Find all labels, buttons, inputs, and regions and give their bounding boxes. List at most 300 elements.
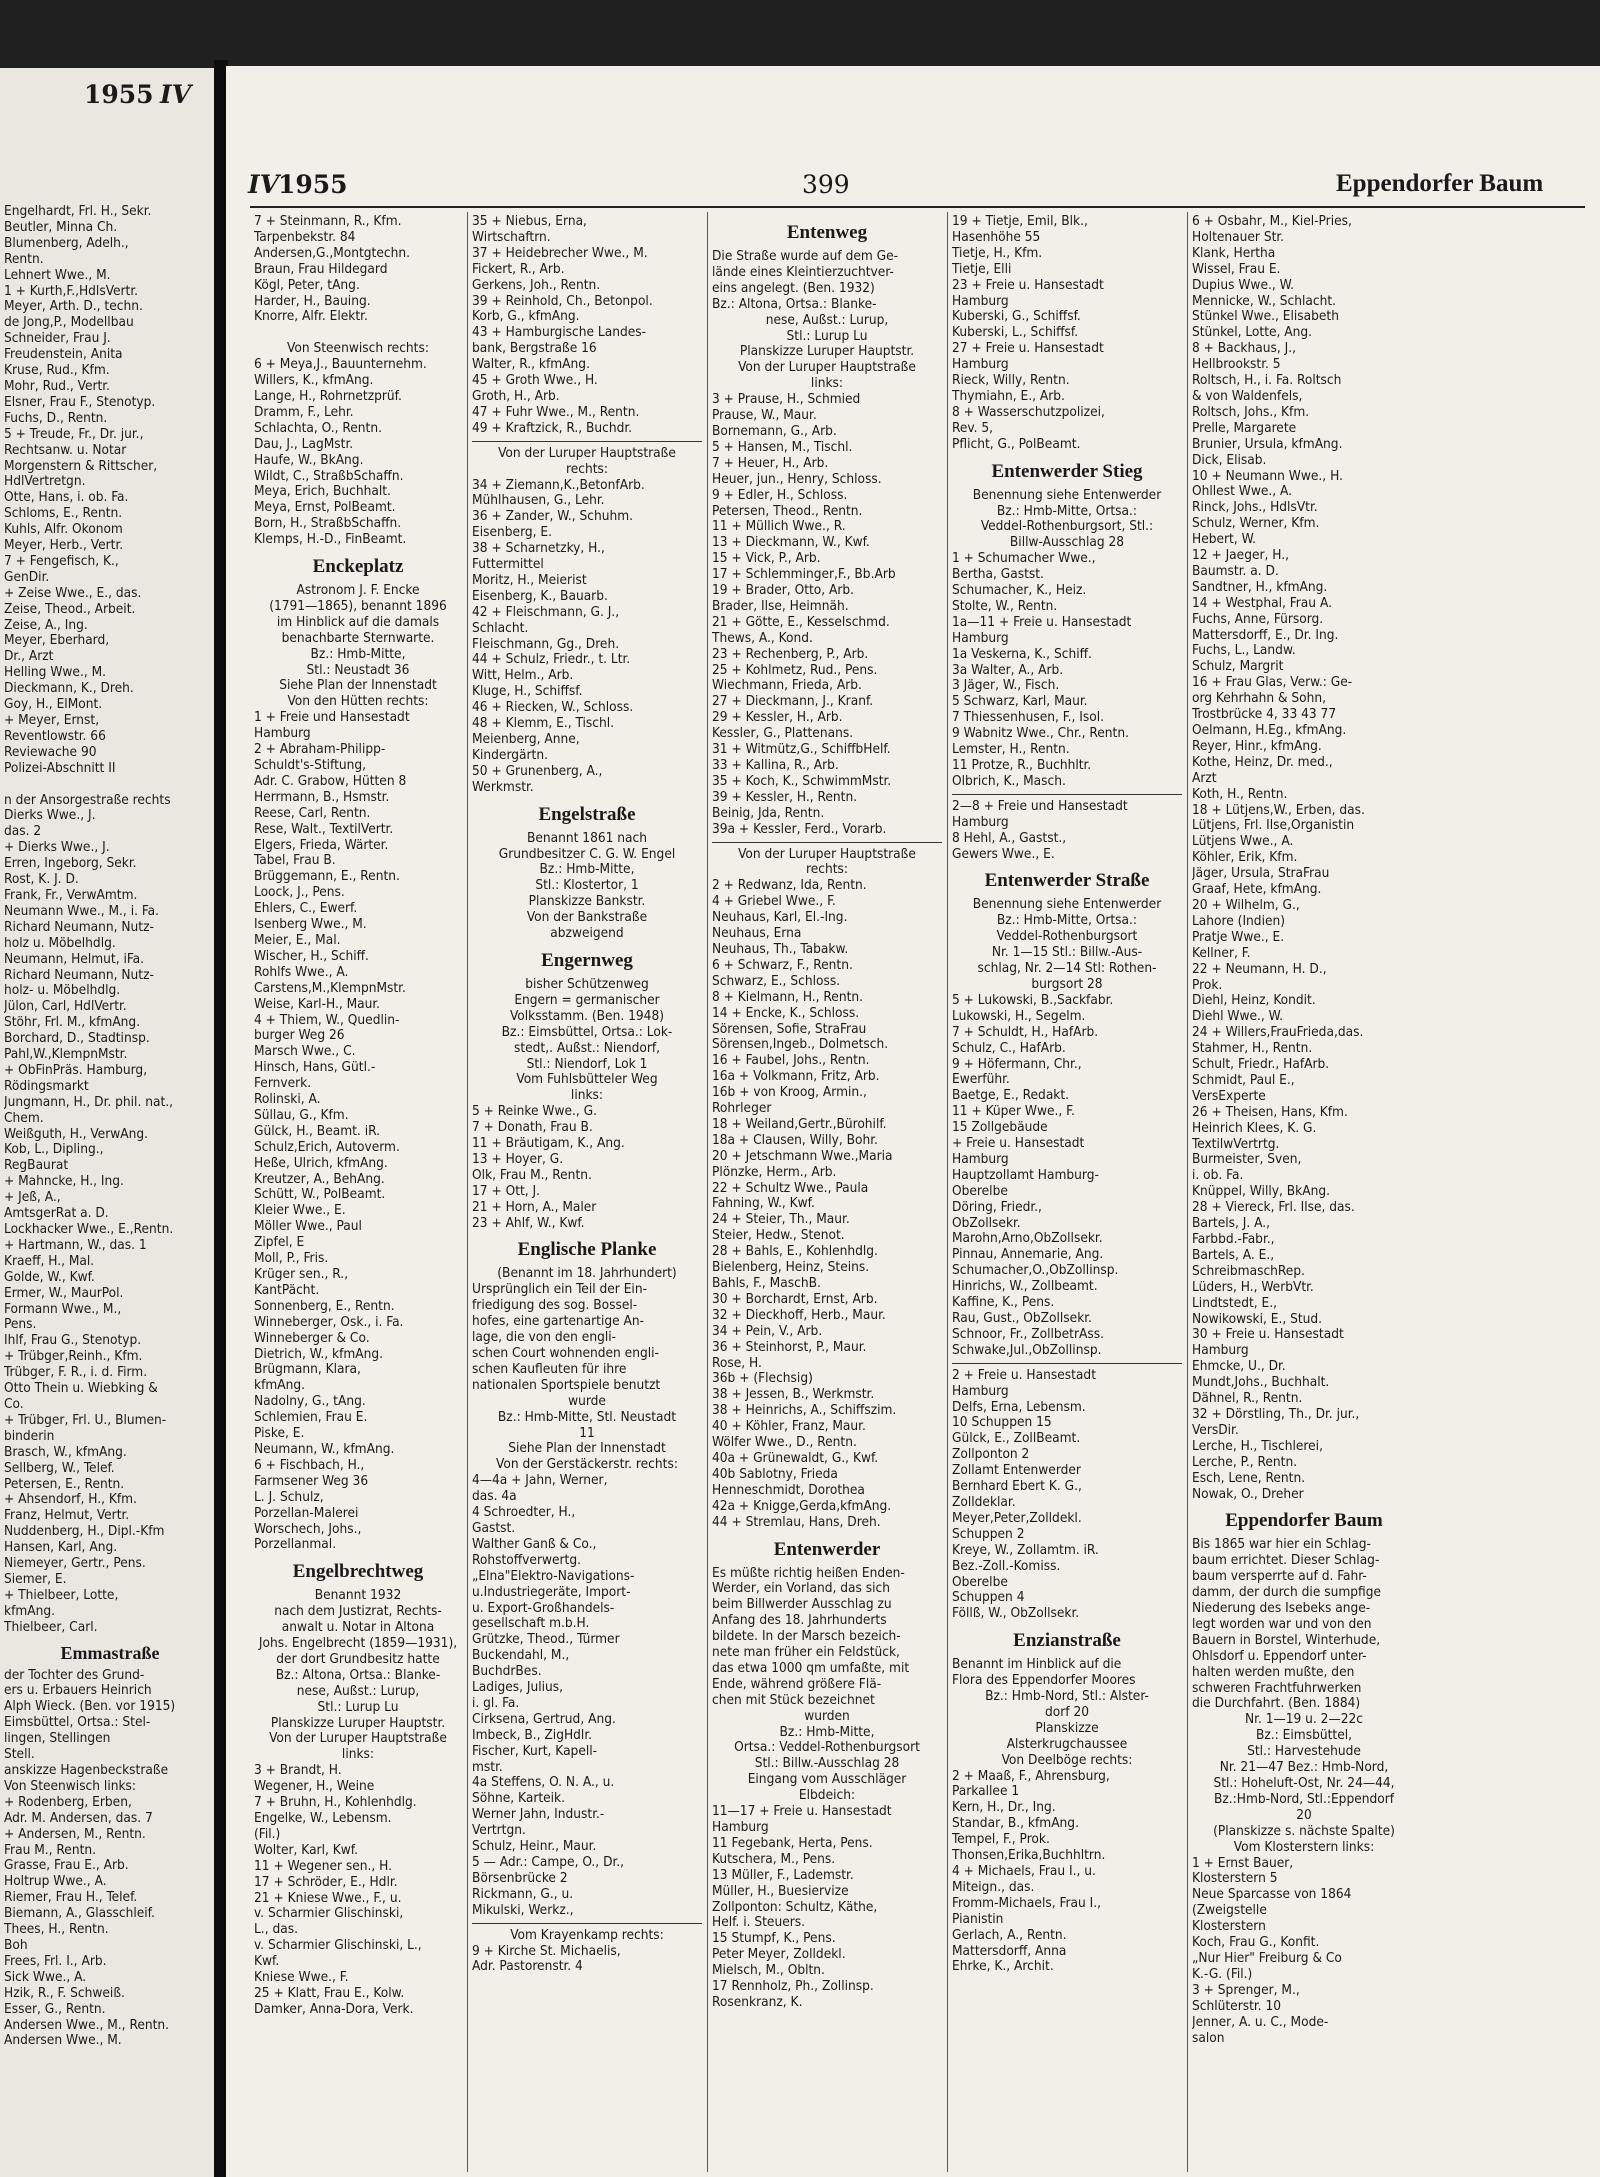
directory-line: 36 + Zander, W., Schuhm. <box>472 509 634 525</box>
directory-line: Schwarz, E., Schloss. <box>712 973 841 989</box>
directory-line: Otto Thein u. Wiebking & <box>4 1381 158 1397</box>
directory-line: BuchdrBes. <box>472 1664 542 1680</box>
directory-line: 22 + Neumann, H. D., <box>1192 961 1327 977</box>
directory-column-2 <box>472 214 702 1975</box>
column-divider <box>947 212 948 2172</box>
directory-line: 45 + Groth Wwe., H. <box>472 373 598 389</box>
directory-line: 7 Thiessenhusen, F., Isol. <box>952 710 1104 726</box>
directory-line: 39 + Reinhold, Ch., Betonpol. <box>472 293 653 309</box>
directory-line: lingen, Stellingen <box>4 1731 111 1747</box>
directory-line: Lukowski, H., Segelm. <box>952 1008 1086 1024</box>
directory-line: Goy, H., ElMont. <box>4 697 103 713</box>
directory-line: 7 + Donath, Frau B. <box>472 1120 593 1136</box>
directory-line: Oelmann, H.Eg., kfmAng. <box>1192 723 1347 738</box>
directory-line: Müller, H., Buesiervize <box>712 1883 849 1899</box>
directory-line: Wiechmann, Frieda, Arb. <box>712 678 862 694</box>
directory-line: Hinrichs, W., Zollbeamt. <box>952 1279 1098 1295</box>
directory-line: 17 + Schröder, E., Hdlr. <box>254 1874 398 1890</box>
directory-line: 5 + Hansen, M., Tischl. <box>712 439 853 455</box>
directory-line: 3 Jäger, W., Fisch. <box>952 678 1060 694</box>
directory-line: Prelle, Margarete <box>1192 420 1297 436</box>
directory-line: Elbdeich: <box>798 1788 856 1804</box>
directory-line: Piske, E. <box>254 1426 305 1442</box>
directory-line: Reventlowstr. 66 <box>4 728 106 744</box>
directory-line: Schuppen 4 <box>952 1590 1025 1606</box>
directory-line: 6 + Meya,J., Bauunternehm. <box>254 357 427 373</box>
directory-line: 47 + Fuhr Wwe., M., Rentn. <box>472 404 640 420</box>
directory-line: Mundt,Johs., Buchhalt. <box>1192 1375 1330 1391</box>
street-heading: Entenwerder <box>773 1538 881 1560</box>
directory-line: Kessler, G., Plattenans. <box>712 726 854 742</box>
directory-line: Pinnau, Annemarie, Ang. <box>952 1247 1104 1263</box>
directory-line: Mohr, Rud., Vertr. <box>4 378 110 394</box>
directory-line: Stl.: Lurup Lu <box>786 328 868 344</box>
directory-line: lände eines Kleintierzuchtver- <box>712 264 894 280</box>
directory-line: Engern = germanischer <box>514 992 660 1008</box>
directory-line: eins angelegt. (Ben. 1932) <box>712 280 875 296</box>
directory-line: Lüders, H., WerbVtr. <box>1192 1279 1314 1295</box>
directory-line: Graaf, Hete, kfmAng. <box>1192 882 1322 898</box>
directory-line: Rieck, Willy, Rentn. <box>952 373 1070 389</box>
directory-line: + Trübger, Frl. U., Blumen- <box>4 1412 167 1428</box>
directory-line: Pahl,W.,KlempnMstr. <box>4 1047 128 1063</box>
directory-line: Petersen, Theod., Rentn. <box>712 503 863 519</box>
directory-line: Lerche, P., Rentn. <box>1192 1454 1298 1470</box>
directory-line: 1a—11 + Freie u. Hansestadt <box>952 614 1132 630</box>
directory-line: Miteign., das. <box>952 1879 1035 1895</box>
directory-line: abzweigend <box>550 926 624 942</box>
directory-line: Standar, B., kfmAng. <box>952 1816 1079 1832</box>
directory-line: Elgers, Frieda, Wärter. <box>254 837 389 853</box>
directory-line: Flora des Eppendorfer Moores <box>952 1673 1136 1689</box>
directory-line: + Thielbeer, Lotte, <box>4 1587 119 1603</box>
directory-column-5 <box>1192 214 1416 2046</box>
directory-line: Grasse, Frau E., Arb. <box>4 1858 129 1874</box>
directory-line: Andersen Wwe., M. <box>4 2033 122 2049</box>
directory-line: Dieckmann, K., Dreh. <box>4 681 134 697</box>
directory-line: Fernverk. <box>254 1076 312 1092</box>
directory-line: Mikulski, Werkz., <box>472 1902 574 1918</box>
directory-line: Benennung siehe Entenwerder <box>972 897 1162 913</box>
directory-line: 20 + Jetschmann Wwe.,Maria <box>712 1148 893 1164</box>
directory-line: Loock, J., Pens. <box>254 885 345 901</box>
directory-line: Ende, während größere Flä- <box>712 1676 882 1692</box>
header-year: 1955 <box>278 170 348 199</box>
directory-line: kfmAng. <box>254 1378 306 1394</box>
directory-line: 39 + Kessler, H., Rentn. <box>712 789 858 805</box>
directory-line: Bornemann, G., Arb. <box>712 423 837 439</box>
directory-line: 17 + Schlemminger,F., Bb.Arb <box>712 567 896 583</box>
directory-line: + Ahsendorf, H., Kfm. <box>4 1492 137 1508</box>
directory-line: Bz.: Hmb-Mitte, Ortsa.: <box>996 503 1138 519</box>
directory-line: Neuhaus, Th., Tabakw. <box>712 941 849 957</box>
directory-line: Kraeff, H., Mal. <box>4 1253 95 1269</box>
directory-line: Hamburg <box>952 1383 1009 1399</box>
header-rule <box>250 206 1585 208</box>
directory-line: Bz.: Hmb-Mitte, <box>310 646 406 662</box>
directory-line: wurde <box>568 1393 606 1409</box>
directory-line: Bis 1865 war hier ein Schlag- <box>1192 1537 1371 1553</box>
street-heading: Emmastraße <box>60 1642 160 1663</box>
directory-line: 23 + Rechenberg, P., Arb. <box>712 646 869 662</box>
directory-line: Stl.: Niendorf, Lok 1 <box>526 1056 648 1072</box>
directory-line: Brader, Ilse, Heimnäh. <box>712 598 849 614</box>
directory-line: Siehe Plan der Innenstadt <box>279 678 437 694</box>
directory-line: Ladiges, Julius, <box>472 1680 564 1696</box>
directory-line: Tietje, H., Kfm. <box>952 245 1043 261</box>
directory-line: 25 + Kohlmetz, Rud., Pens. <box>712 662 878 678</box>
directory-line: Möller Wwe., Paul <box>254 1219 362 1235</box>
directory-line: 11 Fegebank, Herta, Pens. <box>712 1835 873 1851</box>
directory-line: 30 + Freie u. Hansestadt <box>1192 1327 1344 1343</box>
left-page <box>0 68 218 2177</box>
directory-line: Rev. 5, <box>952 420 994 436</box>
directory-line: Moritz, H., Meierist <box>472 572 587 588</box>
directory-line: schweren Frachtfuhrwerken <box>1192 1680 1362 1696</box>
directory-line: Börsenbrücke 2 <box>472 1870 568 1886</box>
directory-line: Prause, W., Maur. <box>712 408 817 424</box>
directory-line: Weise, Karl-H., Maur. <box>254 996 381 1012</box>
directory-line: Nowak, O., Dreher <box>1192 1486 1304 1502</box>
directory-line: das. 2 <box>4 824 42 840</box>
directory-line: Bernhard Ebert K. G., <box>952 1479 1082 1495</box>
directory-line: i. gl. Fa. <box>472 1695 520 1711</box>
directory-line: Von der Luruper Hauptstraße <box>498 445 676 461</box>
directory-line: Hamburg <box>952 1151 1009 1167</box>
directory-line: Bz.: Eimsbüttel, <box>1255 1728 1353 1744</box>
directory-line: Vertrtgn. <box>472 1823 526 1839</box>
directory-line: Ewerführ. <box>952 1072 1010 1088</box>
directory-line: Franz, Helmut, Vertr. <box>4 1508 130 1524</box>
directory-line: Steier, Hedw., Stenot. <box>712 1228 845 1244</box>
directory-line: Bz.: Hmb-Mitte, Stl. Neustadt <box>497 1409 677 1425</box>
directory-line: Schwake,Jul.,ObZollinsp. <box>952 1342 1102 1358</box>
directory-line: Siemer, E. <box>4 1571 67 1587</box>
directory-line: im Hinblick auf die damals <box>276 614 440 630</box>
directory-line: Von der Luruper Hauptstraße <box>269 1731 447 1747</box>
directory-line: Stl.: Harvestehude <box>1247 1744 1361 1760</box>
directory-line: Schlachta, O., Rentn. <box>254 420 382 436</box>
directory-line: Diehl Wwe., W. <box>1192 1009 1284 1025</box>
directory-line: Schlüterstr. 10 <box>1192 1998 1282 2014</box>
directory-line: legt worden war und von den <box>1192 1616 1372 1632</box>
directory-line: nese, Außst.: Lurup, <box>296 1683 420 1699</box>
directory-line: Baetge, E., Redakt. <box>952 1088 1070 1104</box>
directory-line: AmtsgerRat a. D. <box>4 1206 109 1222</box>
directory-line: Marsch Wwe., C. <box>254 1044 356 1060</box>
directory-line: Engelke, W., Lebensm. <box>254 1811 392 1826</box>
directory-line: Neumann, Helmut, iFa. <box>4 951 145 967</box>
street-heading: Entenwerder Stieg <box>991 460 1143 482</box>
directory-line: Anfang des 18. Jahrhunderts <box>712 1613 887 1629</box>
directory-line: Lerche, H., Tischlerei, <box>1192 1438 1323 1454</box>
directory-line: Walter, R., kfmAng. <box>472 357 590 373</box>
directory-line: Hzik, R., F. Schweiß. <box>4 1985 125 2001</box>
directory-line: Nuddenberg, H., Dipl.-Kfm <box>4 1524 165 1540</box>
directory-line: 10 Schuppen 15 <box>952 1415 1052 1431</box>
directory-line: schen Kaufleuten für ihre <box>472 1361 627 1377</box>
directory-line: Von den Hütten rechts: <box>287 694 429 710</box>
directory-line: 5 + Lukowski, B.,Sackfabr. <box>952 992 1114 1008</box>
directory-line: 13 + Hoyer, G. <box>472 1151 564 1167</box>
left-year: 1955 <box>84 80 154 109</box>
directory-line: 4a Steffens, O. N. A., u. <box>472 1775 615 1791</box>
directory-line: Kluge, H., Schiffsf. <box>472 684 583 700</box>
directory-line: 28 + Bahls, E., Kohlenhdlg. <box>712 1244 878 1260</box>
directory-line: beim Billwerder Ausschlag zu <box>712 1597 892 1613</box>
directory-line: Pratje Wwe., E. <box>1192 929 1285 945</box>
directory-line: Damker, Anna-Dora, Verk. <box>254 2001 414 2017</box>
directory-line: Stl.: Neustadt 36 <box>306 662 410 678</box>
directory-line: Nowikowski, E., Stud. <box>1192 1311 1323 1327</box>
directory-line: Biemann, A., Glasschleif. <box>4 1906 155 1922</box>
directory-line: Ohllest Wwe., A. <box>1192 484 1293 500</box>
directory-line: 44 + Schulz, Friedr., t. Ltr. <box>472 652 631 668</box>
directory-line: VersDir. <box>1192 1422 1239 1438</box>
directory-line: Von Deelböge rechts: <box>1001 1752 1133 1768</box>
directory-line: Golde, W., Kwf. <box>4 1269 95 1285</box>
directory-line: Fuchs, L., Landw. <box>1192 643 1296 659</box>
directory-line: 50 + Grunenberg, A., <box>472 763 603 779</box>
street-heading: Entenweg <box>786 222 868 243</box>
directory-line: 3a Walter, A., Arb. <box>952 662 1064 678</box>
directory-line: Billw-Ausschlag 28 <box>1009 535 1125 551</box>
directory-line: 16a + Volkmann, Fritz, Arb. <box>712 1069 880 1085</box>
directory-line: Hauptzollamt Hamburg- <box>952 1167 1099 1183</box>
directory-line: nete man früher ein Feldstück, <box>712 1645 900 1661</box>
directory-line: Groth, H., Arb. <box>472 388 560 404</box>
directory-line: Engelhardt, Frl. H., Sekr. <box>4 204 152 219</box>
directory-line: Rau, Gust., ObZollsekr. <box>952 1311 1092 1326</box>
directory-line: u. Export-Großhandels- <box>472 1600 615 1616</box>
directory-line: 9 + Edler, H., Schloss. <box>712 487 848 503</box>
directory-line: Bz.: Eimsbüttel, Ortsa.: Lok- <box>501 1024 673 1040</box>
directory-line: Fuchs, Anne, Fürsorg. <box>1192 611 1324 627</box>
directory-line: Wegener, H., Weine <box>254 1779 375 1795</box>
directory-line: Ehrke, K., Archit. <box>952 1959 1054 1975</box>
directory-line: Schütt, W., PolBeamt. <box>254 1187 386 1203</box>
directory-line: Kögl, Peter, tAng. <box>254 277 360 293</box>
directory-line: Dietrich, W., kfmAng. <box>254 1346 384 1362</box>
directory-line: Es müßte richtig heißen Enden- <box>712 1565 905 1581</box>
directory-line: rechts: <box>565 461 609 477</box>
directory-line: + Andersen, M., Rentn. <box>4 1826 146 1842</box>
directory-line: Moll, P., Fris. <box>254 1251 329 1267</box>
directory-line: Meyer,Peter,Zolldekl. <box>952 1510 1082 1526</box>
directory-line: stedt,. Außst.: Niendorf, <box>513 1040 661 1056</box>
directory-line: 8 + Wasserschutzpolizei, <box>952 404 1105 420</box>
directory-line: 7 + Schuldt, H., HafArb. <box>952 1024 1099 1040</box>
directory-line: Dupius Wwe., W. <box>1192 277 1295 293</box>
directory-line: Thymiahn, E., Arb. <box>952 388 1065 404</box>
directory-line: 20 + Wilhelm, G., <box>1192 897 1300 913</box>
directory-line: 1 + Kurth,F.,HdlsVertr. <box>4 283 139 299</box>
directory-line: Planskizze <box>1035 1720 1099 1736</box>
directory-line: 18a + Clausen, Willy, Bohr. <box>712 1132 878 1148</box>
directory-line: Ortsa.: Veddel-Rothenburgsort <box>734 1740 920 1756</box>
directory-line: Klank, Hertha <box>1192 245 1276 261</box>
directory-line: halten werden mußte, den <box>1192 1664 1355 1680</box>
directory-line: Schloms, E., Rentn. <box>4 506 123 522</box>
directory-line: 24 + Steier, Th., Maur. <box>712 1212 850 1228</box>
directory-line: Bielenberg, Heinz, Steins. <box>712 1260 870 1276</box>
directory-line: Hamburg <box>712 1820 769 1835</box>
directory-line: 13 + Dieckmann, W., Kwf. <box>712 535 870 551</box>
directory-line: Alsterkrugchaussee <box>1006 1736 1128 1752</box>
directory-line: Tabel, Frau B. <box>254 853 336 869</box>
directory-line: Köhler, Erik, Kfm. <box>1192 850 1298 866</box>
directory-line: Burmeister, Sven, <box>1192 1152 1302 1168</box>
directory-line: Petersen, E., Rentn. <box>4 1476 125 1492</box>
directory-line: Roltsch, Johs., Kfm. <box>1192 404 1310 420</box>
directory-line: Meier, E., Mal. <box>254 932 341 948</box>
directory-line: „Elna"Elektro-Navigations- <box>472 1568 635 1584</box>
directory-line: 24 + Willers,FrauFrieda,das. <box>1192 1025 1364 1041</box>
directory-line: Koch, Frau G., Konfit. <box>1192 1935 1320 1951</box>
directory-line: Mattersdorff, E., Dr. Ing. <box>1192 627 1339 643</box>
directory-line <box>4 777 216 793</box>
directory-line: 1 + Freie und Hansestadt <box>254 710 410 726</box>
directory-line: bisher Schützenweg <box>525 976 649 992</box>
directory-line: Tarpenbekstr. 84 <box>254 229 356 245</box>
section-rule <box>712 842 942 843</box>
directory-line: Mattersdorff, Anna <box>952 1943 1067 1959</box>
directory-line: Bz.: Hmb-Mitte, <box>779 1724 875 1740</box>
directory-line: Isenberg Wwe., M. <box>254 917 367 933</box>
directory-line: 4 + Griebel Wwe., F. <box>712 894 836 910</box>
directory-line: Zollamt Entenwerder <box>952 1463 1081 1479</box>
directory-line: Kruse, Rud., Kfm. <box>4 363 110 379</box>
directory-line: 42 + Fleischmann, G. J., <box>472 604 620 620</box>
directory-line: Diehl, Heinz, Kondit. <box>1192 993 1316 1009</box>
directory-line: L. J. Schulz, <box>254 1489 324 1505</box>
directory-line: Roltsch, H., i. Fa. Roltsch <box>1192 373 1342 389</box>
directory-line: Baumstr. a. D. <box>1192 563 1279 579</box>
directory-line: 16 + Frau Glas, Verw.: Ge- <box>1192 675 1353 691</box>
directory-line: Fischer, Kurt, Kapell- <box>472 1743 598 1759</box>
directory-line: Rödingsmarkt <box>4 1078 89 1094</box>
directory-line: 3 + Prause, H., Schmied <box>712 392 861 408</box>
directory-line: Richard Neumann, Nutz- <box>4 919 154 935</box>
directory-line: 42a + Knigge,Gerda,kfmAng. <box>712 1498 892 1514</box>
directory-line: damm, der durch die sumpfige <box>1192 1585 1382 1601</box>
directory-line: Kutschera, M., Pens. <box>712 1851 836 1867</box>
directory-line: Riemer, Frau H., Telef. <box>4 1890 138 1906</box>
directory-line: Kern, H., Dr., Ing. <box>952 1800 1056 1816</box>
directory-line: (Planskizze s. nächste Spalte) <box>1213 1823 1395 1839</box>
directory-line: 34 + Ziemann,K.,BetonfArb. <box>472 477 645 493</box>
directory-line: Neue Sparcasse von 1864 <box>1192 1887 1352 1903</box>
directory-line: Adr. C. Grabow, Hütten 8 <box>254 773 407 789</box>
directory-line: 5 Schwarz, Karl, Maur. <box>952 694 1088 710</box>
directory-line: Tietje, Elli <box>952 261 1012 277</box>
directory-line: SchreibmaschRep. <box>1192 1263 1305 1279</box>
directory-line: Polizei-Abschnitt II <box>4 760 116 776</box>
directory-line: Hebert, W. <box>1192 532 1257 548</box>
directory-line: Schlemien, Frau E. <box>254 1410 368 1426</box>
directory-line: + Meyer, Ernst, <box>4 713 100 728</box>
directory-line: KantPächt. <box>254 1282 320 1298</box>
street-heading: Engernweg <box>541 949 633 971</box>
directory-line: Co. <box>4 1396 24 1412</box>
directory-line: Vom Klosterstern links: <box>1233 1839 1375 1855</box>
directory-line: Hasenhöhe 55 <box>952 229 1041 245</box>
directory-line: Zeise, Theod., Arbeit. <box>4 601 136 617</box>
directory-line: Trübger, F. R., i. d. Firm. <box>4 1365 148 1381</box>
directory-line: Peter Meyer, Zolldekl. <box>712 1947 846 1963</box>
directory-line: 5 + Treude, Fr., Dr. jur., <box>4 426 144 442</box>
directory-line: Neuhaus, Erna <box>712 926 802 942</box>
directory-line: Rohstoffverwertg. <box>472 1552 581 1568</box>
directory-line: ers u. Erbauers Heinrich <box>4 1683 152 1699</box>
directory-line: Buckendahl, M., <box>472 1648 570 1664</box>
directory-line: Nr. 21—47 Bez.: Hmb-Nord, <box>1219 1760 1389 1776</box>
directory-line: Rohlfs Wwe., A. <box>254 964 349 980</box>
directory-line: der Tochter des Grund- <box>4 1667 145 1683</box>
directory-line: Elsner, Frau F., Stenotyp. <box>4 394 156 410</box>
directory-line: 44 + Stremlau, Hans, Dreh. <box>712 1514 881 1530</box>
directory-line: Jäger, Ursula, StraFrau <box>1192 866 1330 882</box>
directory-line: Schnoor, Fr., ZollbetrAss. <box>952 1326 1104 1342</box>
directory-line: 17 Rennholz, Ph., Zollinsp. <box>712 1979 874 1995</box>
directory-line: 16 + Faubel, Johs., Rentn. <box>712 1053 870 1069</box>
directory-line: + Jeß, A., <box>4 1190 61 1206</box>
directory-line: Meya, Erich, Buchhalt. <box>254 484 391 500</box>
directory-line: Andersen Wwe., M., Rentn. <box>4 2017 170 2033</box>
directory-line: Eisenberg, E. <box>472 525 552 541</box>
directory-line: Von der Gerstäckerstr. rechts: <box>496 1457 678 1473</box>
directory-line: 36b + (Flechsig) <box>712 1371 813 1387</box>
directory-line: 2 + Freie u. Hansestadt <box>952 1367 1096 1383</box>
directory-line: Richard Neumann, Nutz- <box>4 967 154 983</box>
directory-line: + Mahncke, H., Ing. <box>4 1174 124 1190</box>
directory-line: Nadolny, G., tAng. <box>254 1394 366 1410</box>
directory-line: K.-G. (Fil.) <box>1192 1966 1253 1982</box>
directory-line: Borchard, D., Stadtinsp. <box>4 1031 150 1047</box>
directory-line <box>254 325 462 341</box>
directory-line: Von der Luruper Hauptstraße <box>738 846 916 862</box>
directory-line: u.Industriegeräte, Import- <box>472 1584 631 1600</box>
directory-line: Johs. Engelbrecht (1859—1931), <box>258 1636 458 1652</box>
directory-line: 15 Zollgebäude <box>952 1120 1048 1136</box>
directory-line: Zolldeklar. <box>952 1494 1016 1510</box>
header-volume: IV <box>248 170 280 199</box>
directory-line: Dähnel, R., Rentn. <box>1192 1391 1303 1407</box>
directory-line: 26 + Theisen, Hans, Kfm. <box>1192 1104 1348 1120</box>
directory-line: 29 + Kessler, H., Arb. <box>712 710 843 726</box>
directory-line: 8 Hehl, A., Gastst., <box>952 830 1067 846</box>
directory-line: rechts: <box>805 862 849 878</box>
directory-line: schen Court wohnenden engli- <box>472 1346 659 1361</box>
directory-line: Lange, H., Rohrnetzprüf. <box>254 388 402 404</box>
directory-line: anskizze Hagenbeckstraße <box>4 1763 169 1778</box>
directory-line: Brüggemann, E., Rentn. <box>254 869 400 885</box>
directory-line: Braun, Frau Hildegard <box>254 261 388 277</box>
directory-line: Henneschmidt, Dorothea <box>712 1482 865 1498</box>
directory-line: Bauern in Borstel, Winterhude, <box>1192 1632 1381 1648</box>
directory-line: 27 + Freie u. Hansestadt <box>952 341 1104 357</box>
directory-line: 11 + Müllich Wwe., R. <box>712 519 846 535</box>
directory-line: 34 + Pein, V., Arb. <box>712 1323 823 1339</box>
street-heading: Enzianstraße <box>1013 1630 1121 1652</box>
directory-line: nationalen Sportspiele benutzt <box>472 1377 661 1393</box>
directory-line: 38 + Scharnetzky, H., <box>472 541 605 557</box>
directory-line: Stöhr, Frl. M., kfmAng. <box>4 1015 141 1031</box>
directory-line: 20 <box>1296 1807 1312 1823</box>
directory-line: Helling Wwe., M. <box>4 665 107 681</box>
directory-line: Niemeyer, Gertr., Pens. <box>4 1556 146 1572</box>
directory-line: Oberelbe <box>952 1574 1008 1590</box>
